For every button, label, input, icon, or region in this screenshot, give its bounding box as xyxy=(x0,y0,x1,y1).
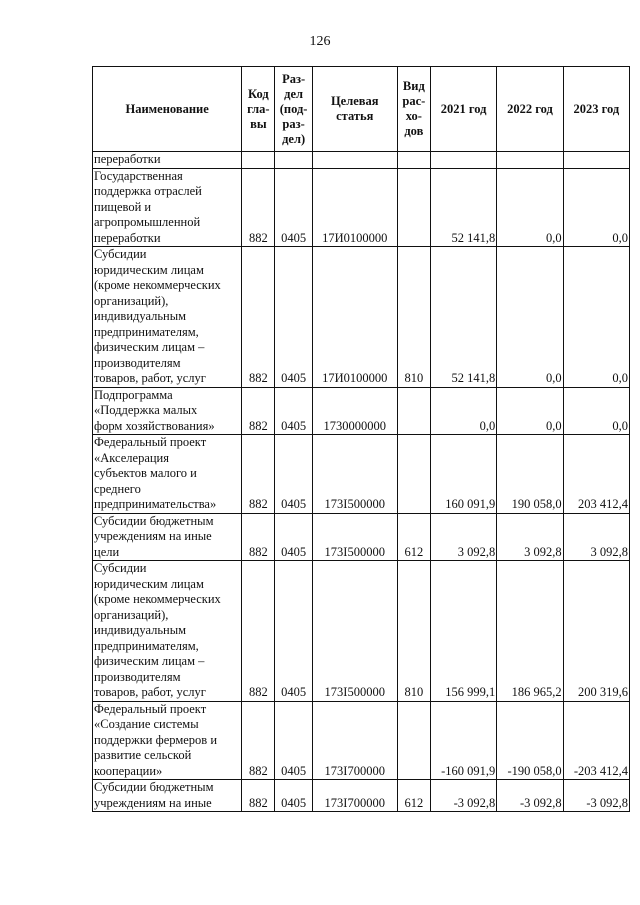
table-row xyxy=(93,513,630,561)
cell-name: Федеральный проект «Создание системы поддержки фермеров и развитие сельской кооперации» xyxy=(93,701,242,780)
cell-name: Субсидии юридическим лицам (кроме некоммерческих организаций), индивидуальным предпринимателям, физическим лицам – производителям товаров, работ, услуг xyxy=(93,247,242,388)
cell-code: 882 xyxy=(242,168,275,247)
cell-target: 17И0100000 xyxy=(312,168,397,247)
cell-2021: 52 141,8 xyxy=(430,247,496,388)
table-row xyxy=(93,435,630,514)
table-row xyxy=(93,247,630,388)
cell-type xyxy=(397,168,430,247)
cell-2022: 190 058,0 xyxy=(497,435,563,514)
cell-target: 173I500000 xyxy=(312,561,397,702)
table-row xyxy=(93,561,630,702)
header-type: Вид рас- хо- дов xyxy=(397,67,430,152)
cell-code: 882 xyxy=(242,513,275,561)
header-2021: 2021 год xyxy=(430,67,496,152)
header-target: Целевая статья xyxy=(312,67,397,152)
header-name: Наименование xyxy=(93,67,242,152)
cell-type: 810 xyxy=(397,561,430,702)
table-row xyxy=(93,168,630,247)
header-section: Раз- дел (под- раз- дел) xyxy=(275,67,312,152)
cell-2023: 200 319,6 xyxy=(563,561,629,702)
header-2022: 2022 год xyxy=(497,67,563,152)
cell-2021: 52 141,8 xyxy=(430,168,496,247)
cell-2022: 3 092,8 xyxy=(497,513,563,561)
cell-2021 xyxy=(430,152,496,169)
cell-2021: 3 092,8 xyxy=(430,513,496,561)
cell-type xyxy=(397,387,430,435)
header-code: Код гла- вы xyxy=(242,67,275,152)
cell-code: 882 xyxy=(242,435,275,514)
cell-2023: -203 412,4 xyxy=(563,701,629,780)
cell-code: 882 xyxy=(242,780,275,812)
cell-name: Федеральный проект «Акселерация субъектов малого и среднего предпринимательства» xyxy=(93,435,242,514)
cell-section: 0405 xyxy=(275,513,312,561)
table-row xyxy=(93,701,630,780)
cell-type xyxy=(397,435,430,514)
cell-2023: 3 092,8 xyxy=(563,513,629,561)
cell-name: Субсидии бюджетным учреждениям на иные xyxy=(93,780,242,812)
cell-type xyxy=(397,701,430,780)
cell-target: 173I700000 xyxy=(312,701,397,780)
cell-section xyxy=(275,152,312,169)
cell-section: 0405 xyxy=(275,701,312,780)
cell-name: Субсидии юридическим лицам (кроме некоммерческих организаций), индивидуальным предпринимателям, физическим лицам – производителям товаров, работ, услуг xyxy=(93,561,242,702)
cell-target xyxy=(312,152,397,169)
cell-type: 612 xyxy=(397,780,430,812)
table-row xyxy=(93,152,630,169)
cell-target: 173I700000 xyxy=(312,780,397,812)
header-2023: 2023 год xyxy=(563,67,629,152)
cell-target: 173I500000 xyxy=(312,513,397,561)
cell-2021: -3 092,8 xyxy=(430,780,496,812)
cell-section: 0405 xyxy=(275,247,312,388)
cell-2022: -3 092,8 xyxy=(497,780,563,812)
cell-type: 810 xyxy=(397,247,430,388)
cell-2021: -160 091,9 xyxy=(430,701,496,780)
table-row xyxy=(93,780,630,812)
cell-2022: -190 058,0 xyxy=(497,701,563,780)
table-header-row xyxy=(93,67,630,152)
budget-table xyxy=(92,66,630,812)
cell-code: 882 xyxy=(242,387,275,435)
cell-type xyxy=(397,152,430,169)
cell-name: переработки xyxy=(93,152,242,169)
cell-2022: 0,0 xyxy=(497,247,563,388)
cell-section: 0405 xyxy=(275,435,312,514)
cell-target: 173I500000 xyxy=(312,435,397,514)
cell-2023: -3 092,8 xyxy=(563,780,629,812)
cell-2022 xyxy=(497,152,563,169)
cell-2023: 0,0 xyxy=(563,168,629,247)
cell-section: 0405 xyxy=(275,561,312,702)
cell-2023: 0,0 xyxy=(563,247,629,388)
cell-2021: 0,0 xyxy=(430,387,496,435)
cell-target: 17И0100000 xyxy=(312,247,397,388)
cell-code: 882 xyxy=(242,701,275,780)
cell-2021: 160 091,9 xyxy=(430,435,496,514)
cell-code: 882 xyxy=(242,561,275,702)
cell-type: 612 xyxy=(397,513,430,561)
cell-2023: 203 412,4 xyxy=(563,435,629,514)
cell-name: Государственная поддержка отраслей пищевой и агропромышленной переработки xyxy=(93,168,242,247)
cell-name: Субсидии бюджетным учреждениям на иные цели xyxy=(93,513,242,561)
cell-code xyxy=(242,152,275,169)
cell-2022: 186 965,2 xyxy=(497,561,563,702)
cell-section: 0405 xyxy=(275,387,312,435)
cell-2022: 0,0 xyxy=(497,387,563,435)
cell-section: 0405 xyxy=(275,780,312,812)
table-row xyxy=(93,387,630,435)
cell-2021: 156 999,1 xyxy=(430,561,496,702)
cell-code: 882 xyxy=(242,247,275,388)
cell-2023 xyxy=(563,152,629,169)
cell-2022: 0,0 xyxy=(497,168,563,247)
cell-section: 0405 xyxy=(275,168,312,247)
cell-target: 1730000000 xyxy=(312,387,397,435)
cell-name: Подпрограмма «Поддержка малых форм хозяйствования» xyxy=(93,387,242,435)
page-number: 126 xyxy=(309,34,331,49)
cell-2023: 0,0 xyxy=(563,387,629,435)
